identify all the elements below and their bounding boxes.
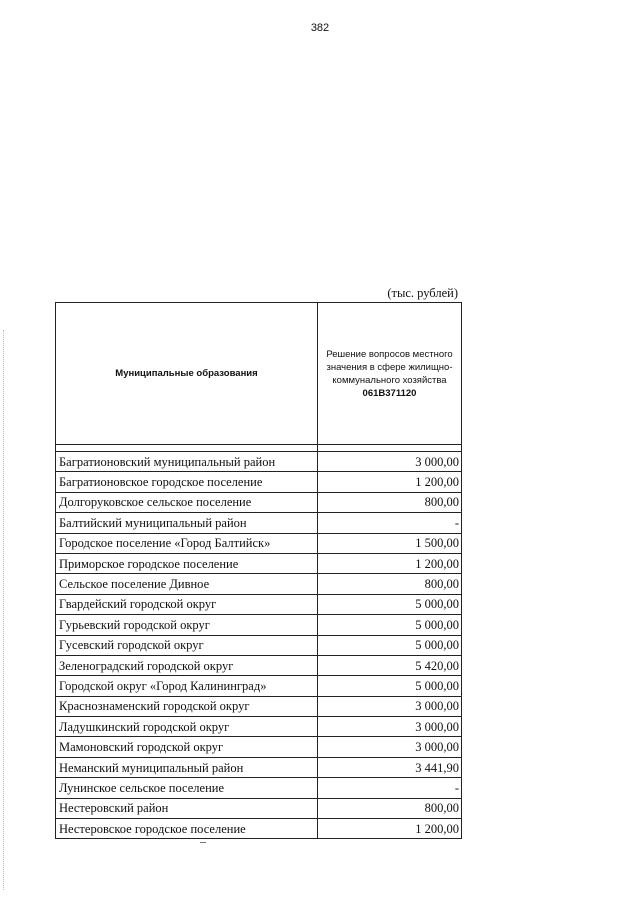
table-row: [56, 737, 462, 757]
header-line-2: значения в сфере жилищно-: [326, 361, 453, 373]
table-row: [56, 472, 462, 492]
municipality-name: Нестеровский район: [56, 798, 318, 818]
amount-value: -: [318, 513, 462, 533]
table-row: [56, 594, 462, 614]
spacer-cell: [318, 445, 462, 452]
municipality-name: Гусевский городской округ: [56, 635, 318, 655]
amount-value: 800,00: [318, 492, 462, 512]
municipality-name: Приморское городское поселение: [56, 553, 318, 573]
header-budget-code: 061В371120: [362, 387, 417, 399]
amount-value: 3 000,00: [318, 452, 462, 472]
header-municipalities: Муниципальные образования: [56, 303, 318, 445]
municipality-name: Городское поселение «Город Балтийск»: [56, 533, 318, 553]
municipality-name: Мамоновский городской округ: [56, 737, 318, 757]
municipality-name: Багратионовское городское поселение: [56, 472, 318, 492]
amount-value: 800,00: [318, 574, 462, 594]
municipality-name: Багратионовский муниципальный район: [56, 452, 318, 472]
table-row: [56, 513, 462, 533]
amount-value: -: [318, 778, 462, 798]
municipality-name: Сельское поселение Дивное: [56, 574, 318, 594]
amount-value: 3 000,00: [318, 737, 462, 757]
amount-value: 5 000,00: [318, 615, 462, 635]
table-row: [56, 533, 462, 553]
municipality-name: Долгоруковское сельское поселение: [56, 492, 318, 512]
municipality-name: Гвардейский городской округ: [56, 594, 318, 614]
amount-value: 3 000,00: [318, 696, 462, 716]
amount-value: 5 000,00: [318, 594, 462, 614]
municipality-name: Неманский муниципальный район: [56, 757, 318, 777]
budget-table: [55, 302, 462, 839]
amount-value: 1 200,00: [318, 553, 462, 573]
table-row: [56, 676, 462, 696]
table-header-row: [56, 303, 462, 445]
table-row: [56, 635, 462, 655]
municipality-name: Гурьевский городской округ: [56, 615, 318, 635]
table-row: [56, 696, 462, 716]
table-row: [56, 717, 462, 737]
table-row: [56, 553, 462, 573]
amount-value: 1 500,00: [318, 533, 462, 553]
header-spacer-row: [56, 445, 462, 452]
header-housing-utilities: [318, 303, 462, 445]
table-row: [56, 757, 462, 777]
unit-note: (тыс. рублей): [387, 286, 458, 300]
header-line-1: Решение вопросов местного: [326, 348, 453, 360]
header-line-3: коммунального хозяйства: [332, 374, 447, 386]
municipality-name: Нестеровское городское поселение: [56, 819, 318, 839]
amount-value: 800,00: [318, 798, 462, 818]
table-row: [56, 819, 462, 839]
table-row: [56, 778, 462, 798]
municipality-name: Балтийский муниципальный район: [56, 513, 318, 533]
table-row: [56, 798, 462, 818]
municipality-name: Зеленоградский городской округ: [56, 655, 318, 675]
margin-dotted-line: [3, 330, 5, 890]
scan-mark: [200, 842, 206, 843]
amount-value: 1 200,00: [318, 472, 462, 492]
municipality-name: Городской округ «Город Калининград»: [56, 676, 318, 696]
table-row: [56, 655, 462, 675]
amount-value: 1 200,00: [318, 819, 462, 839]
municipality-name: Краснознаменский городской округ: [56, 696, 318, 716]
amount-value: 3 000,00: [318, 717, 462, 737]
amount-value: 5 000,00: [318, 635, 462, 655]
amount-value: 3 441,90: [318, 757, 462, 777]
table-row: [56, 574, 462, 594]
table-row: [56, 492, 462, 512]
table-row: [56, 615, 462, 635]
table-row: [56, 452, 462, 472]
municipality-name: Ладушкинский городской округ: [56, 717, 318, 737]
amount-value: 5 000,00: [318, 676, 462, 696]
spacer-cell: [56, 445, 318, 452]
municipality-name: Лунинское сельское поселение: [56, 778, 318, 798]
amount-value: 5 420,00: [318, 655, 462, 675]
page-number: 382: [310, 22, 330, 34]
